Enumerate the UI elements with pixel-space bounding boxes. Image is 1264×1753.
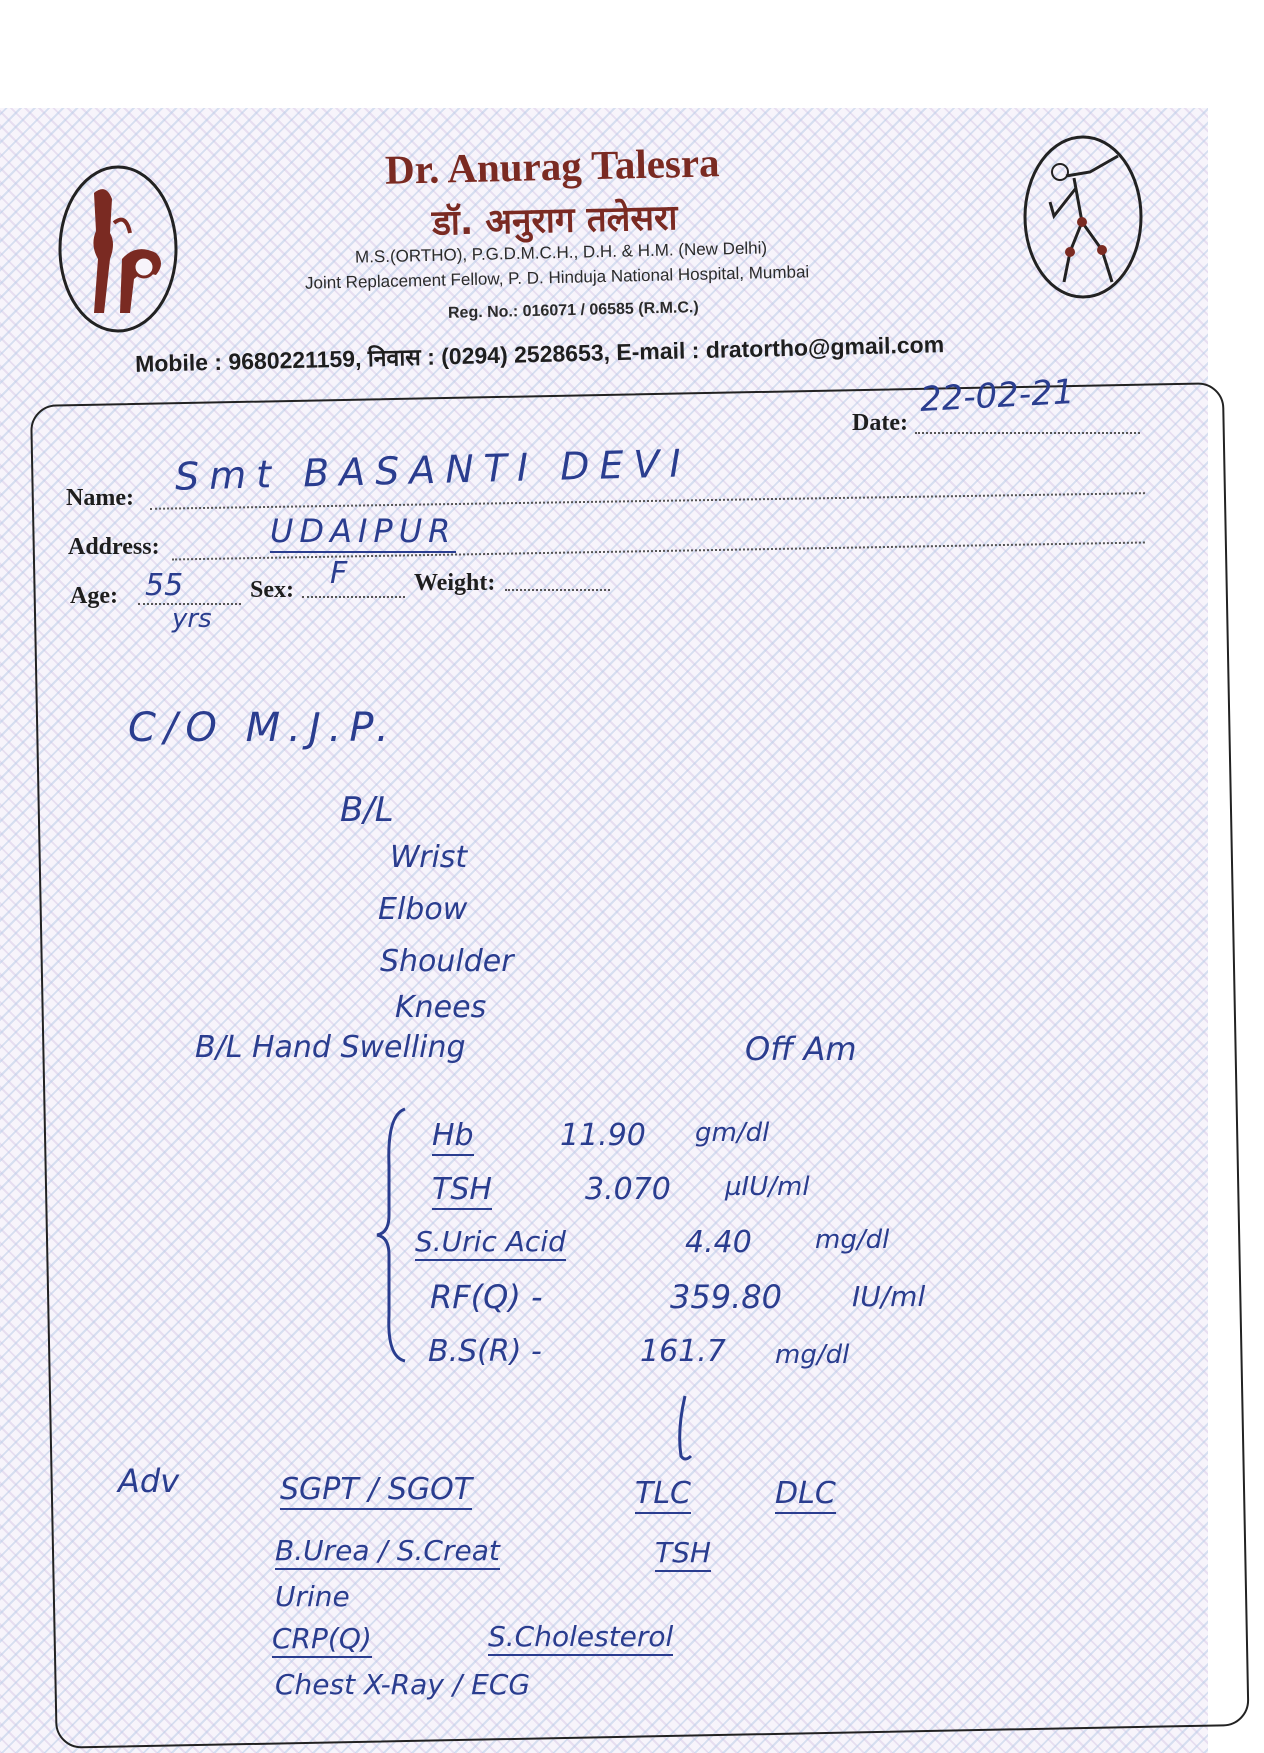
prescription-box <box>30 382 1250 1749</box>
hand-swelling: B/L Hand Swelling <box>195 1030 466 1065</box>
qualifications: M.S.(ORTHO), P.G.D.M.C.H., D.H. & H.M. (New Delhi) <box>354 238 768 267</box>
fellowship: Joint Replacement Fellow, P. D. Hinduja National Hospital, Mumbai <box>304 262 810 293</box>
advice-urea-creat: B.Urea / S.Creat <box>275 1534 500 1570</box>
lab-value-tsh: 3.070 <box>585 1172 671 1207</box>
registration-number: Reg. No.: 016071 / 06585 (R.M.C.) <box>447 299 699 322</box>
joint-shoulder: Shoulder <box>380 944 514 979</box>
timing-note: Off Am <box>745 1030 857 1068</box>
joint-knees: Knees <box>395 990 487 1025</box>
lab-unit-uric-acid: mg/dl <box>815 1225 890 1255</box>
lab-bracket <box>375 1105 415 1365</box>
lab-test-uric-acid: S.Uric Acid <box>415 1225 566 1261</box>
pen-stroke-mark <box>665 1390 705 1470</box>
sex-dotted-line <box>302 596 405 598</box>
letterhead <box>0 0 1264 380</box>
address-label: Address: <box>68 534 160 560</box>
lab-test-rf: RF(Q) - <box>430 1278 543 1316</box>
joint-wrist: Wrist <box>390 840 468 875</box>
lab-test-tsh: TSH <box>432 1172 492 1210</box>
advice-tlc: TLC <box>635 1476 691 1514</box>
contact-details: Mobile : 9680221159, निवास : (0294) 2528653, E-mail : dratortho@gmail.com <box>134 331 945 377</box>
advice-crp: CRP(Q) <box>272 1622 372 1658</box>
lab-unit-hb: gm/dl <box>695 1118 770 1148</box>
age-label: Age: <box>70 583 118 609</box>
age-unit: yrs <box>172 604 212 634</box>
joint-replacement-logo <box>56 163 180 335</box>
joint-elbow: Elbow <box>378 892 468 927</box>
advice-tsh: TSH <box>655 1536 711 1572</box>
sex-value: F <box>330 556 348 591</box>
lab-unit-tsh: µIU/ml <box>725 1172 810 1202</box>
lab-unit-rf: IU/ml <box>852 1280 926 1313</box>
advice-dlc: DLC <box>775 1476 836 1514</box>
date-label: Date: <box>852 410 908 436</box>
advice-cholesterol: S.Cholesterol <box>488 1620 673 1656</box>
advice-label: Adv <box>118 1462 180 1500</box>
date-value: 22-02-21 <box>919 371 1076 421</box>
skeleton-athlete-logo <box>1020 132 1146 302</box>
lab-test-hb: Hb <box>432 1118 474 1156</box>
advice-sgpt-sgot: SGPT / SGOT <box>280 1472 472 1510</box>
advice-chest-xray-ecg: Chest X-Ray / ECG <box>275 1668 531 1701</box>
lab-unit-bs: mg/dl <box>775 1340 850 1370</box>
weight-dotted-line <box>505 589 610 591</box>
advice-urine: Urine <box>275 1580 350 1613</box>
lab-value-uric-acid: 4.40 <box>685 1225 752 1260</box>
name-value: Smt BASANTI DEVI <box>174 441 692 499</box>
age-value: 55 <box>145 568 184 603</box>
doctor-name-hindi: डॉ. अनुराग तलेसरा <box>431 198 678 244</box>
lab-test-bs: B.S(R) - <box>428 1334 542 1369</box>
sex-label: Sex: <box>250 577 294 603</box>
date-dotted-line <box>915 432 1140 434</box>
name-label: Name: <box>66 485 134 511</box>
bilateral-label: B/L <box>340 790 394 830</box>
address-value: UDAIPUR <box>270 512 456 553</box>
lab-value-bs: 161.7 <box>640 1334 726 1369</box>
lab-value-hb: 11.90 <box>560 1118 646 1153</box>
lab-value-rf: 359.80 <box>670 1278 782 1316</box>
complaint: C/O M.J.P. <box>128 705 397 751</box>
doctor-name: Dr. Anurag Talesra <box>384 139 721 193</box>
weight-label: Weight: <box>414 570 496 596</box>
